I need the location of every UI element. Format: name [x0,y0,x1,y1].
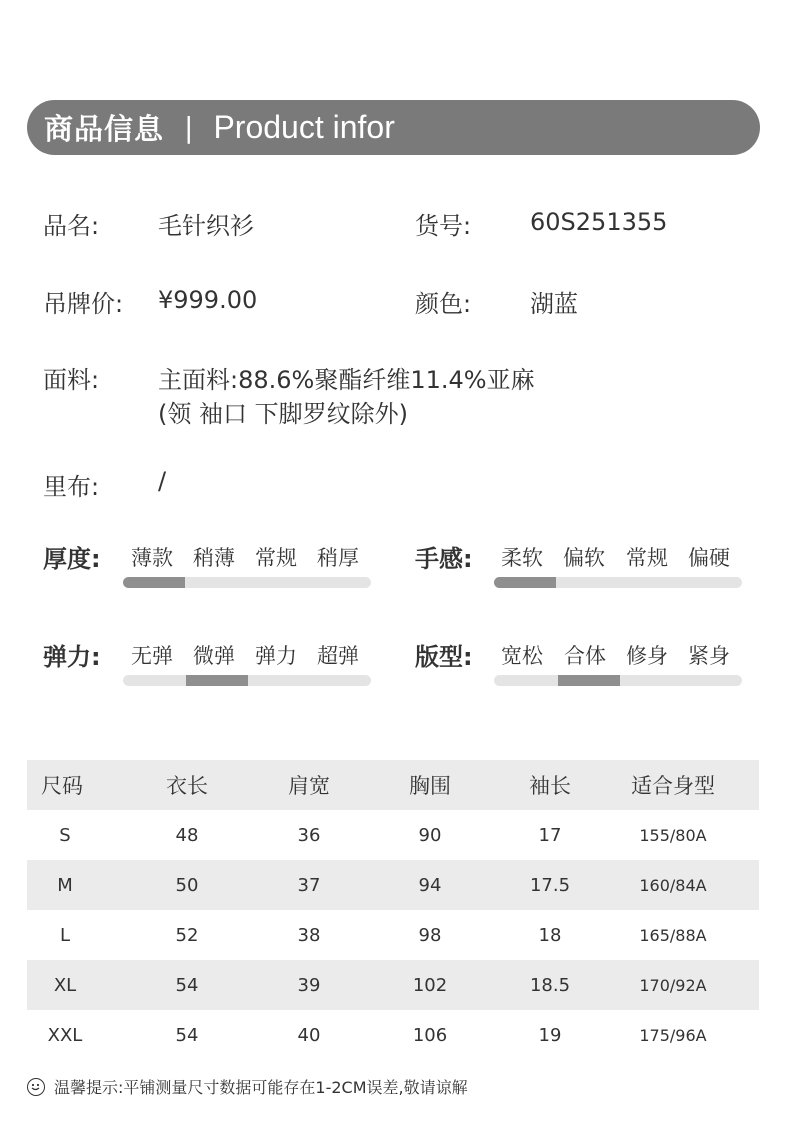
name-label: 品名: [43,212,100,240]
feel-scale-fill [494,577,556,588]
table-cell: 54 [175,1024,199,1046]
measurement-tip [27,1075,468,1098]
feel-option: 偏硬 [688,546,730,570]
name-value: 毛针织衫 [158,212,254,240]
table-cell: 36 [297,824,321,846]
table-cell: 170/92A [639,975,707,995]
table-row [27,910,759,960]
table-cell: 52 [175,924,199,946]
color-label: 颜色: [415,290,472,318]
table-cell: 165/88A [639,925,707,945]
table-cell: 50 [175,874,199,896]
header-cell: 适合身型 [631,774,715,798]
elasticity-option: 弹力 [255,644,297,668]
elasticity-option: 超弹 [317,644,359,668]
sku-value: 60S251355 [530,208,668,236]
table-cell: L [59,924,71,946]
table-cell: 19 [538,1024,562,1046]
table-cell: 39 [297,974,321,996]
table-cell: 18 [538,924,562,946]
table-cell: 160/84A [639,875,707,895]
banner-title-cn: 商品信息 [44,112,165,146]
fit-scale [494,675,742,686]
feel-option: 偏软 [563,546,605,570]
table-cell: XXL [47,1024,83,1046]
table-row [27,960,759,1010]
elasticity-option: 无弹 [131,644,173,668]
table-cell: 40 [297,1024,321,1046]
size-table [27,760,759,1060]
banner-separator: | [184,111,194,144]
thickness-scale [123,577,371,588]
fabric-label: 面料: [43,366,100,394]
fit-option: 宽松 [501,644,543,668]
table-cell: 18.5 [529,974,571,996]
feel-option: 柔软 [501,546,543,570]
table-cell: XL [53,974,77,996]
fit-scale-fill [558,675,620,686]
table-header-row [27,760,759,810]
price-value: ¥999.00 [158,286,258,314]
feel-label: 手感: [415,545,473,573]
price-label: 吊牌价: [43,290,124,318]
sku-label: 货号: [415,212,472,240]
table-cell: 94 [418,874,442,896]
table-cell: M [57,874,73,896]
table-row [27,860,759,910]
table-cell: S [59,824,71,846]
table-row [27,1010,759,1060]
header-cell: 胸围 [409,774,451,798]
elasticity-option: 微弹 [193,644,235,668]
table-cell: 48 [175,824,199,846]
smiley-icon [27,1078,45,1096]
table-cell: 90 [418,824,442,846]
table-cell: 38 [297,924,321,946]
thickness-label: 厚度: [43,545,101,573]
fabric-line-1: 主面料:88.6%聚酯纤维11.4%亚麻 [158,366,535,394]
table-cell: 106 [412,1024,448,1046]
feel-scale [494,577,742,588]
table-cell: 175/96A [639,1025,707,1045]
elasticity-scale [123,675,371,686]
thickness-option: 稍薄 [193,546,235,570]
thickness-scale-fill [123,577,185,588]
table-cell: 102 [412,974,448,996]
table-cell: 17 [538,824,562,846]
table-cell: 54 [175,974,199,996]
table-cell: 17.5 [529,874,571,896]
header-cell: 尺码 [41,774,83,798]
table-row [27,810,759,860]
fit-option: 修身 [626,644,668,668]
banner-title-en: Product infor [213,109,395,145]
table-cell: 98 [418,924,442,946]
tip-text: 温馨提示:平铺测量尺寸数据可能存在1-2CM误差,敬请谅解 [54,1078,468,1097]
thickness-option: 稍厚 [317,546,359,570]
lining-value: / [158,467,167,495]
header-cell: 袖长 [529,774,571,798]
header-cell: 肩宽 [288,774,330,798]
product-info-banner [27,100,760,155]
table-cell: 37 [297,874,321,896]
fit-option: 紧身 [688,644,730,668]
table-cell: 155/80A [639,825,707,845]
elasticity-label: 弹力: [43,643,101,671]
header-cell: 衣长 [166,774,208,798]
lining-label: 里布: [43,473,100,501]
feel-option: 常规 [626,546,668,570]
fabric-line-2: (领 袖口 下脚罗纹除外) [158,400,408,428]
fit-option: 合体 [564,644,606,668]
color-value: 湖蓝 [530,290,578,318]
fit-label: 版型: [415,643,473,671]
thickness-option: 薄款 [131,546,173,570]
elasticity-scale-fill [186,675,248,686]
thickness-option: 常规 [255,546,297,570]
